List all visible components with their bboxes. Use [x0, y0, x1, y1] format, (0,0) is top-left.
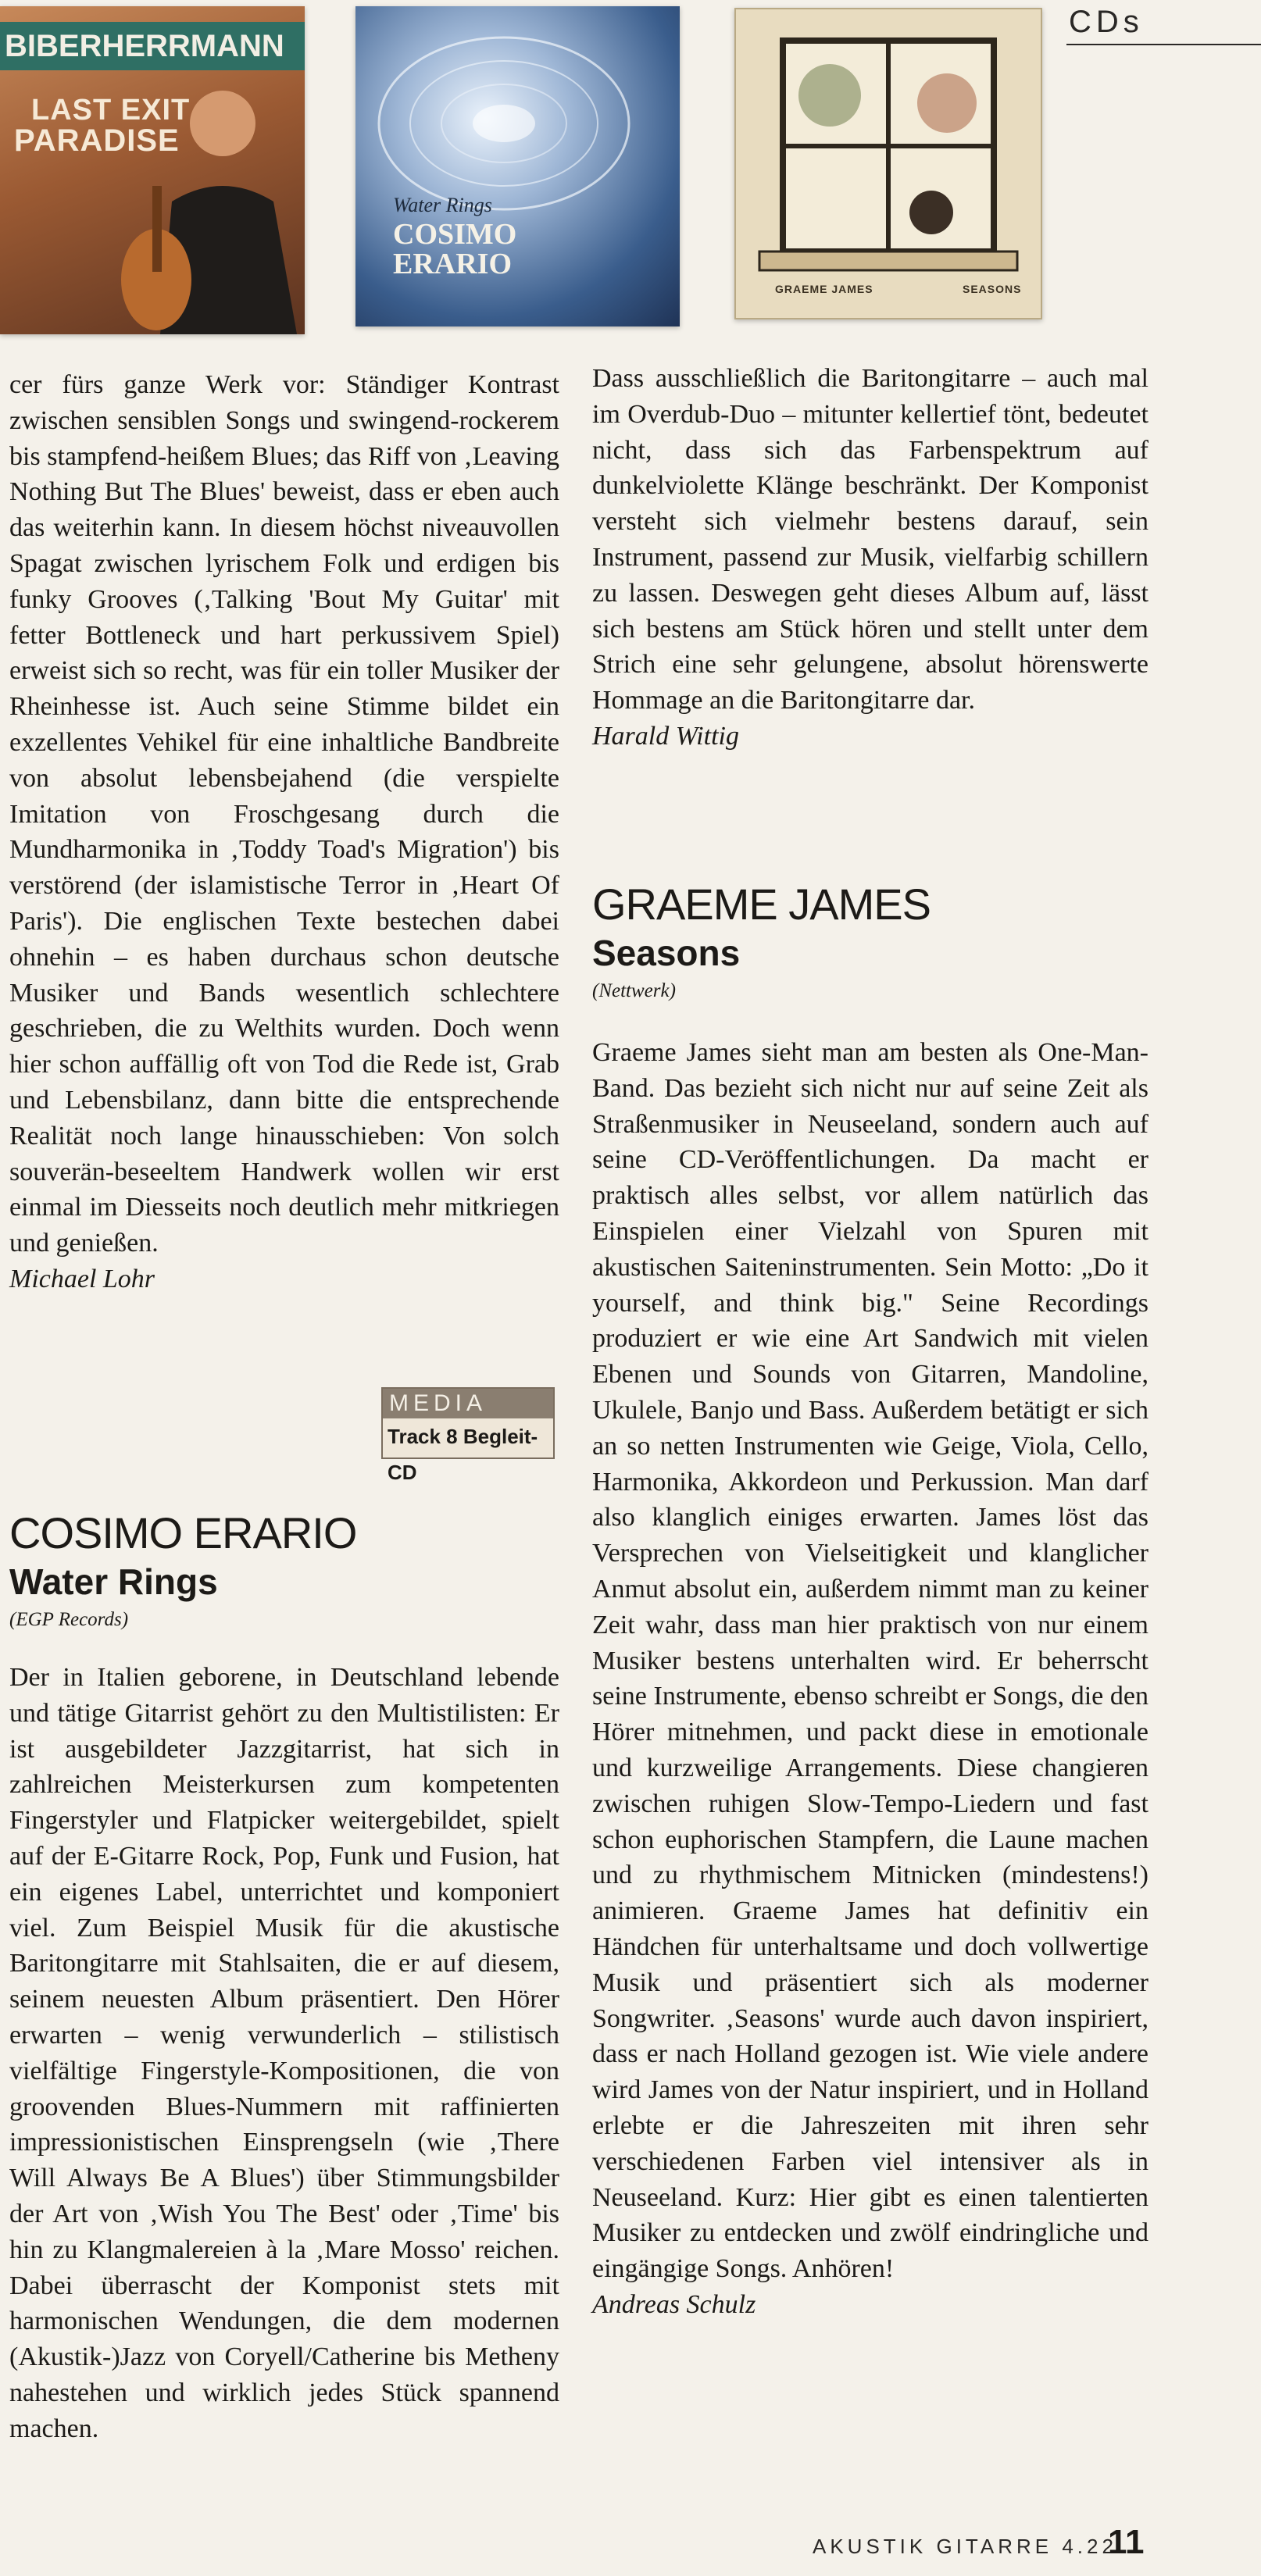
- review-text: cer fürs ganze Werk vor: Ständiger Kontrast zwischen sensiblen Songs und swingend-rockerem bis stampfend-heißem Blues; das Riff von ‚Leaving Nothing But The Blues' beweist, dass er eben auch das weiterhin kann. In diesem höchst niveauvollen Spagat zwischen lyrischem Folk und erdigen bis funky Grooves (‚Talking 'Bout My Guitar' mit fetter Bottleneck und hart perkussivem Spiel) erweist sich so recht, was für ein toller Musiker der Rheinhesse ist. Auch seine Stimme bildet ein exzellentes Vehikel für eine inhaltliche Bandbreite von absolut lebensbejahend (die verspielte Imitation von Froschgesang durch die Mundharmonika in ‚Toddy Toad's Migration') bis verstörend (der islamistische Terror in ‚Heart Of Paris'). Die englischen Texte bestechen dabei ohnehin – es haben durchaus schon deutsche Musiker und Bands wesentlich schlechtere geschrieben, die zu Welthits wurden. Doch wenn hier schon auffällig oft von Tod die Rede ist, Grab und Lebensbilanz, dann bitte die entsprechende Realität noch lange hinausschieben: Von solch souverän-beseeltem Handwerk wollen wir erst einmal im Diesseits noch deutlich mehr mitkriegen und genießen.: [9, 370, 559, 1258]
- review-album: Seasons: [592, 933, 741, 973]
- media-badge-track: Track 8 Begleit-CD: [388, 1425, 538, 1484]
- review-author: Michael Lohr: [9, 1264, 155, 1293]
- review-label: (Nettwerk): [592, 980, 676, 1001]
- page-footer: AKUSTIK GITARRE 4.22: [813, 2535, 1117, 2558]
- review-graeme-james: [592, 879, 1148, 1018]
- cover-album-name: SEASONS: [963, 283, 1022, 295]
- review-label: (EGP Records): [9, 1609, 129, 1630]
- review-cosimo-erario-continued: [592, 361, 1148, 755]
- review-artist: GRAEME JAMES: [592, 879, 931, 929]
- review-album: Water Rings: [9, 1561, 218, 1602]
- section-rule: [1066, 44, 1261, 45]
- album-cover-biberherrmann: [0, 6, 305, 334]
- album-cover-seasons: [734, 8, 1042, 319]
- album-cover-water-rings: [355, 6, 680, 326]
- review-cosimo-erario: [9, 1507, 559, 1647]
- review-author: Harald Wittig: [592, 721, 739, 751]
- review-author: Andreas Schulz: [592, 2289, 756, 2319]
- window-illustration: [736, 9, 1041, 318]
- review-text: Dass ausschließlich die Baritongitarre – auch mal im Overdub-Duo – mitunter kellertief tönt, bedeutet nicht, dass sich das Farbenspektrum auf dunkelviolette Klänge beschränkt. Der Komponist versteht sich vielmehr bestens darauf, sein Instrument, passend zur Musik, vielfarbig schillern zu lassen. Deswegen geht dieses Album auf, lässt sich bestens am Stück hören und stellt unter dem Strich eine sehr gelungene, absolut hörenswerte Hommage an die Baritongitarre dar.: [592, 364, 1148, 715]
- review-text: Der in Italien geborene, in Deutschland lebende und tätige Gitarrist gehört zu den Multistilisten: Er ist ausgebildeter Jazzgitarrist, hat sich in zahlreichen Meisterkursen zum kompetenten Fingerstyler und Flatpicker weitergebildet, spielt auf der E-Gitarre Rock, Pop, Funk und Fusion, hat ein eigenes Label, unterrichtet und komponiert viel. Zum Beispiel Musik für die akustische Baritongitarre mit Stahlsaiten, die er auf diesem, seinem neuesten Album präsentiert. Den Hörer erwarten – wenig verwunderlich – stilistisch vielfältige Fingerstyle-Kompositionen, die von groovenden Blues-Nummern mit raffinierten impressionistischen Einsprengseln (wie ‚There Will Always Be A Blues') über Stimmungsbilder der Art von ‚Wish You The Best' oder ‚Time' bis hin zu Klangmalereien à la ‚Mare Mosso' reichen. Dabei überrascht der Komponist stets mit harmonischen Wendungen, die dem modernen (Akustik-)Jazz von Coryell/Catherine bis Metheny nahestehen und wirklich jedes Stück spannend machen.: [9, 1663, 559, 2443]
- cover-artist-line2: ERARIO: [393, 248, 513, 280]
- review-text: Graeme James sieht man am besten als One-Man-Band. Das bezieht sich nicht nur auf seine Zeit als Straßenmusiker in Neuseeland, sondern auch auf seine CD-Veröffentlichungen. Da macht er praktisch alles selbst, vor allem natürlich das Einspielen einer Vielzahl von Spuren mit akustischen Saiteninstrumenten. Sein Motto: „Do it yourself, and think big." Seine Recordings produziert er wie eine Art Sandwich mit vielen Ebenen und Sounds von Gitarren, Mandoline, Ukulele, Banjo und Bass. Außerdem betätigt er sich an so netten Instrumenten wie Geige, Viola, Cello, Harmonika, Akkordeon und Perkussion. Man darf also klanglich einiges erwarten. James löst das Versprechen von Vielseitigkeit und klanglicher Anmut absolut ein, außerdem nimmt man zu keiner Zeit wahr, dass man hier praktisch von nur einem Musiker bestens unterhalten wird. Er beherrscht seine Instrumente, ebenso schreibt er Songs, die den Hörer mitnehmen, und packt diese in emotionale und kurzweilige Arrangements. Diese changieren zwischen ruhigen Slow-Tempo-Liedern und fast schon euphorischen Stampfern, die Laune machen und zu rhythmischem Mitnicken (mindestens!) animieren. Graeme James hat definitiv ein Händchen für unterhaltsame und doch vollwertige Musik und präsentiert sich als moderner Songwriter. ‚Seasons' wurde auch davon inspiriert, dass er nach Holland gezogen ist. Wie viele andere wird James von der Natur inspiriert, und in Holland erlebte er die Jahreszeiten mit ihren sehr verschiedenen Farben viel intensiver als in Neuseeland. Kurz: Hier gibt es einen talentierten Musiker zu entdecken und zwölf eindringliche und eingängige Songs. Anhören!: [592, 1038, 1148, 2284]
- review-graeme-james-body: [592, 1035, 1148, 2323]
- cover-title-line2: PARADISE: [14, 123, 180, 158]
- cover-artist-name: GRAEME JAMES: [775, 283, 873, 295]
- section-label: CDs: [1069, 5, 1144, 39]
- review-artist: COSIMO ERARIO: [9, 1508, 357, 1557]
- review-cosimo-erario-body: [9, 1660, 559, 2447]
- page-number: 11: [1108, 2523, 1145, 2561]
- guitarist-figure: [0, 6, 305, 334]
- media-badge: [381, 1387, 555, 1484]
- cover-title-line1: LAST EXIT: [31, 94, 191, 127]
- media-badge-heading: MEDIA: [383, 1389, 553, 1418]
- review-biberherrmann: [9, 367, 559, 1297]
- cover-artist-line1: COSIMO: [393, 218, 517, 251]
- cover-artist-banner: BIBERHERRMANN: [0, 22, 305, 70]
- cover-album-title: Water Rings: [393, 194, 492, 216]
